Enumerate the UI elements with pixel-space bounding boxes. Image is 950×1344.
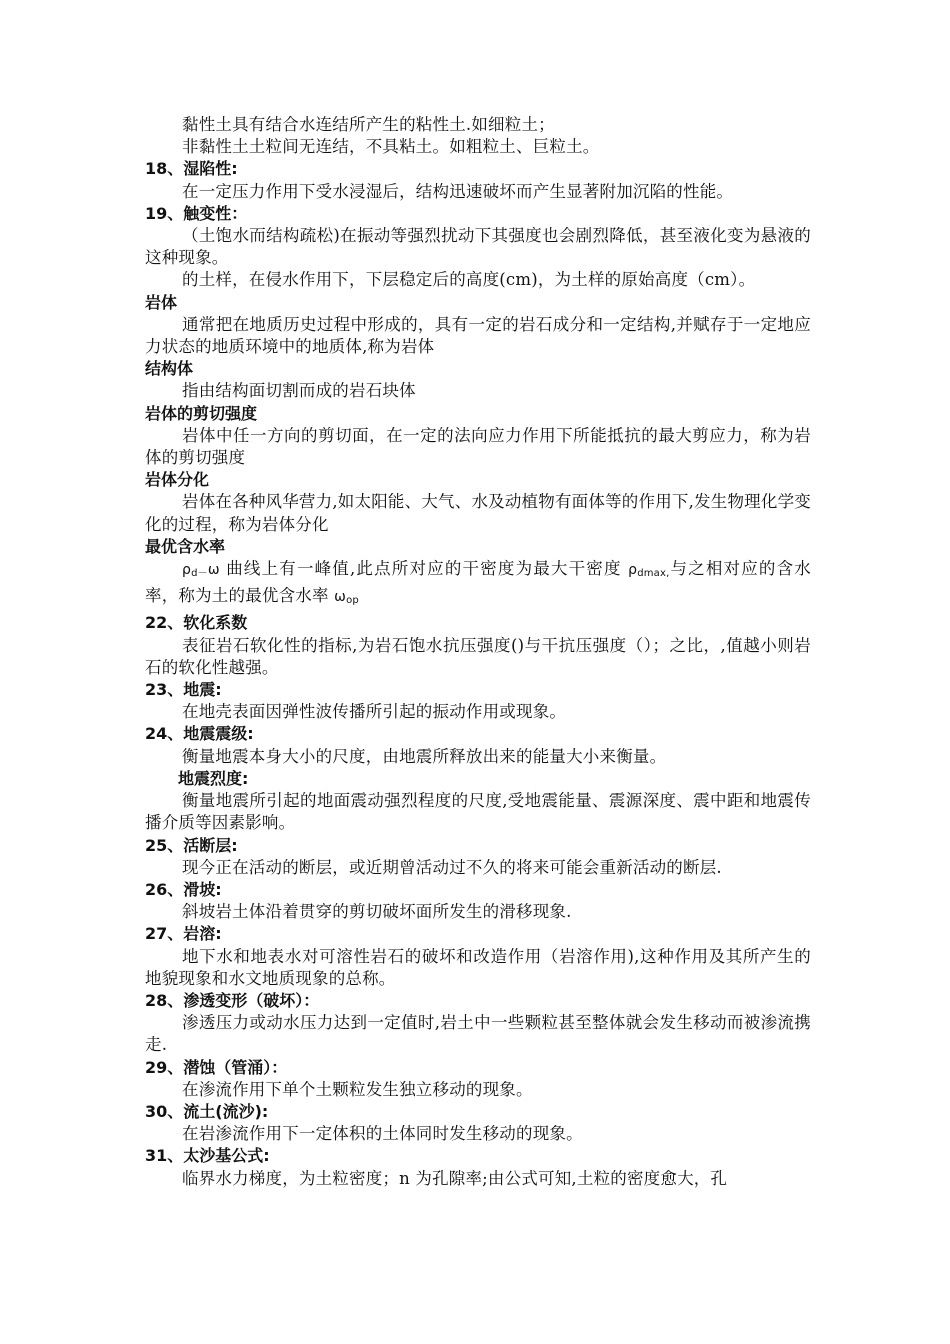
greek-symbol: ω — [334, 589, 347, 606]
paragraph: 地下水和地表水对可溶性岩石的破坏和改造作用（岩溶作用),这种作用及其所产生的地貌现象和水文地质现象的总称。 — [145, 946, 811, 988]
text-run: 曲线上有一峰值,此点所对应的干密度为最大干密度 — [219, 559, 629, 579]
paragraph: 通常把在地质历史过程中形成的，具有一定的岩石成分和一定结构,并赋存于一定地应力状态的地质环境中的地质体,称为岩体 — [145, 314, 811, 357]
subscript: d－ — [191, 568, 208, 580]
paragraph: 非黏性土土粒间无连结，不具粘土。如粗粒土、巨粒土。 — [182, 137, 600, 157]
section-heading: 30、流土(流沙): — [145, 1101, 269, 1121]
section-heading: 31、太沙基公式: — [145, 1146, 270, 1166]
section-heading: 地震烈度: — [178, 768, 249, 788]
text-run: 与之相对应的含水率，称为土的最优含水率 — [145, 559, 811, 606]
section-heading: 岩体的剪切强度 — [145, 403, 258, 423]
greek-symbol: ρ — [182, 562, 192, 579]
section-heading: 23、地震: — [145, 680, 222, 700]
paragraph: 临界水力梯度，为土粒密度；n 为孔隙率;由公式可知,土粒的密度愈大，孔 — [182, 1168, 728, 1188]
section-heading: 19、触变性： — [145, 203, 248, 223]
paragraph: 现今正在活动的断层，或近期曾活动过不久的将来可能会重新活动的断层. — [182, 857, 722, 877]
section-heading: 29、潜蚀（管涌）： — [145, 1057, 288, 1077]
paragraph: 衡量地震所引起的地面震动强烈程度的尺度,受地震能量、震源深度、震中距和地震传播介质等因素影响。 — [145, 791, 811, 833]
paragraph: 在地壳表面因弹性波传播所引起的振动作用或现象。 — [182, 702, 567, 722]
paragraph: 岩体在各种风华营力,如太阳能、大气、水及动植物有面体等的作用下,发生物理化学变化的过程，称为岩体分化 — [145, 492, 811, 534]
paragraph: 在渗流作用下单个土颗粒发生独立移动的现象。 — [182, 1079, 533, 1099]
document-body — [145, 114, 811, 1190]
paragraph: 表征岩石软化性的指标,为岩石饱水抗压强度()与干抗压强度（）；之比，,值越小则岩石的软化性越强。 — [145, 635, 811, 677]
section-heading: 22、软化系数 — [145, 613, 248, 633]
section-heading: 岩体分化 — [145, 470, 210, 490]
paragraph: 在一定压力作用下受水浸湿后，结构迅速破坏而产生显著附加沉陷的性能。 — [182, 181, 734, 201]
paragraph: 渗透压力或动水压力达到一定值时,岩土中一些颗粒甚至整体就会发生移动而被渗流携走. — [145, 1013, 811, 1055]
section-heading: 最优含水率 — [145, 536, 226, 556]
section-heading: 结构体 — [145, 359, 194, 379]
subscript: dmax, — [637, 568, 670, 580]
greek-symbol: ρ — [628, 562, 638, 579]
paragraph: 指由结构面切割而成的岩石块体 — [182, 381, 416, 401]
section-heading: 岩体 — [145, 292, 178, 312]
paragraph: 的土样，在侵水作用下，下层稳定后的高度(cm)，为土样的原始高度（cm）。 — [182, 270, 756, 290]
paragraph: 在岩渗流作用下一定体积的土体同时发生移动的现象。 — [182, 1124, 583, 1144]
greek-symbol: ω — [207, 562, 220, 579]
paragraph: 衡量地震本身大小的尺度，由地震所释放出来的能量大小来衡量。 — [182, 746, 667, 766]
paragraph: 岩体中任一方向的剪切面，在一定的法向应力作用下所能抵抗的最大剪应力，称为岩体的剪切强度 — [145, 425, 811, 468]
paragraph-formula — [145, 558, 811, 612]
section-heading: 18、湿陷性: — [145, 159, 238, 179]
paragraph: 斜坡岩土体沿着贯穿的剪切破坏面所发生的滑移现象. — [182, 902, 572, 922]
section-heading: 28、渗透变形（破坏）： — [145, 990, 320, 1010]
section-heading: 25、活断层: — [145, 835, 238, 855]
section-heading: 27、岩溶: — [145, 924, 222, 944]
subscript: op — [346, 595, 359, 607]
paragraph: （土饱水而结构疏松)在振动等强烈扰动下其强度也会剧烈降低，甚至液化变为悬液的这种现象。 — [145, 226, 811, 268]
section-heading: 26、滑坡: — [145, 879, 222, 899]
section-heading: 24、地震震级: — [145, 724, 254, 744]
paragraph: 黏性土具有结合水连结所产生的粘性土.如细粒土； — [182, 115, 555, 134]
